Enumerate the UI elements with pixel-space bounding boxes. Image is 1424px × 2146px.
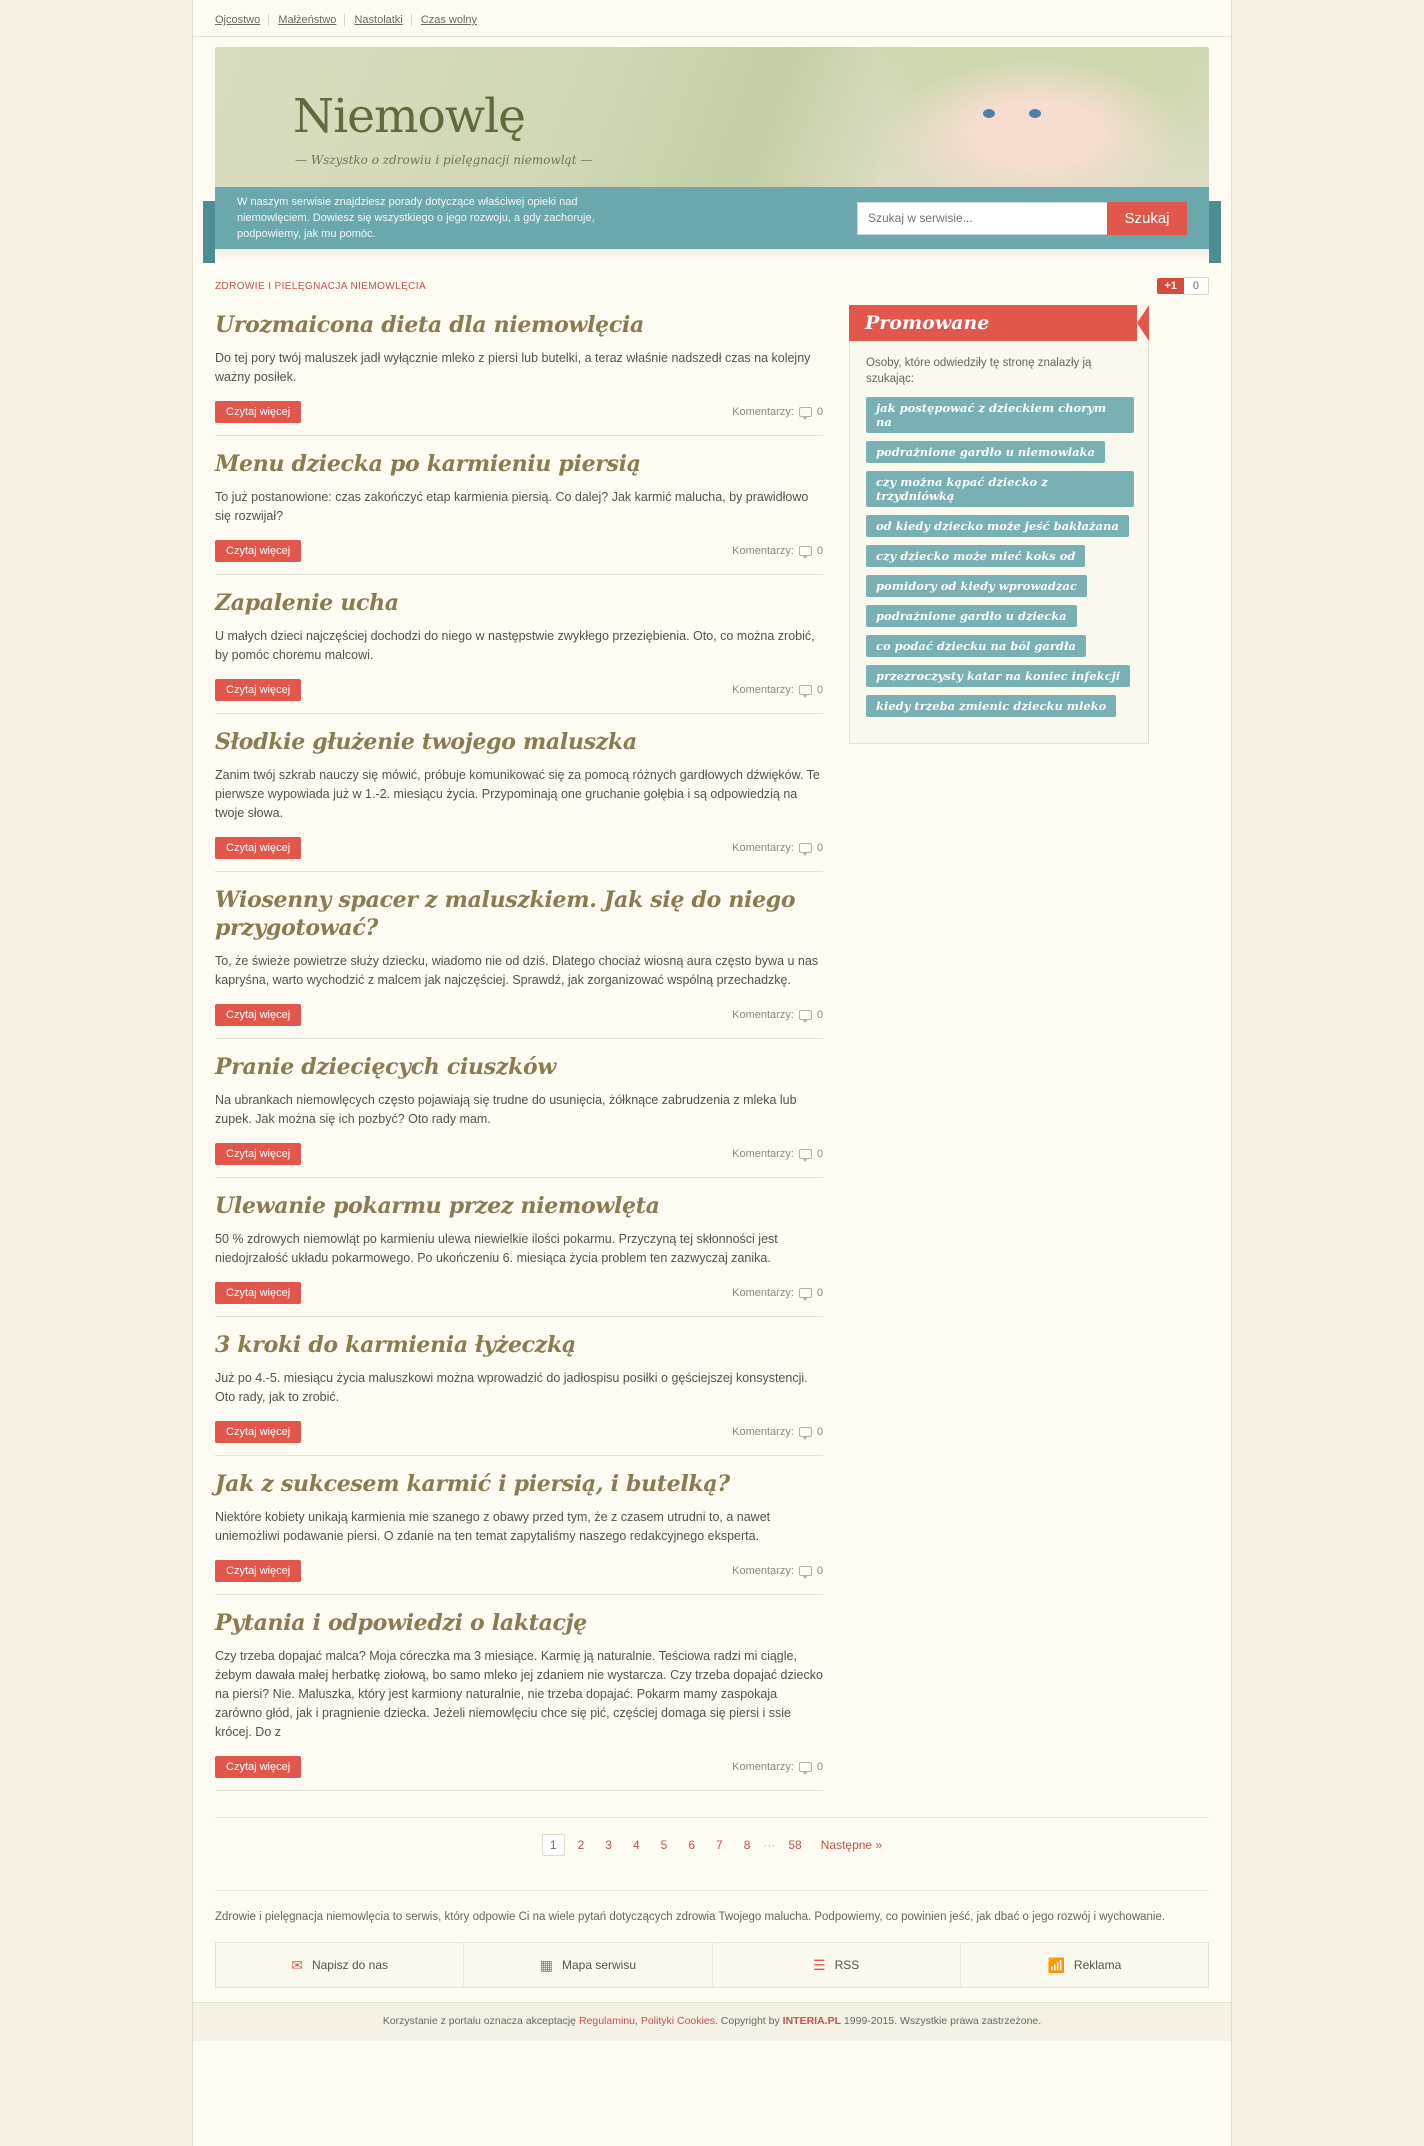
article-item — [215, 575, 823, 714]
promoted-tag[interactable]: od kiedy dziecko może jeść bakłażana — [866, 515, 1129, 537]
comment-bubble-icon — [799, 843, 812, 853]
baby-photo-decor-2 — [1029, 109, 1041, 118]
content-area — [193, 295, 1231, 1791]
comments-label: Komentarzy: — [732, 684, 794, 696]
legal-copy: . Copyright by — [714, 2015, 780, 2027]
comments-meta — [732, 1009, 823, 1021]
article-title[interactable]: Menu dziecka po karmieniu piersią — [215, 451, 641, 477]
breadcrumb-row — [215, 277, 1209, 295]
legal-link-cookies[interactable]: Polityki Cookies — [640, 2015, 715, 2027]
article-excerpt: Już po 4.-5. miesiącu życia maluszkowi można wprowadzić do jadłospisu posiłki o gęściejszej konsystencji. Oto rady, jak to zrobić. — [215, 1371, 808, 1404]
footer-links — [215, 1942, 1209, 1988]
article-title[interactable]: Słodkie głużenie twojego maluszka — [215, 729, 637, 755]
footer-link-label: Mapa serwisu — [561, 1958, 636, 1972]
gplus-button[interactable]: +1 — [1157, 278, 1184, 294]
comments-count: 0 — [816, 684, 823, 696]
legal-sep: , — [634, 2015, 638, 2027]
pagination-ellipsis: ··· — [763, 1838, 776, 1852]
promoted-tag[interactable]: podrażnione gardło u dziecka — [866, 605, 1077, 627]
article-footer — [215, 1282, 823, 1304]
footer-link-ads[interactable] — [961, 1943, 1208, 1987]
article-item — [215, 1178, 823, 1317]
comments-count: 0 — [816, 545, 823, 557]
comments-label: Komentarzy: — [732, 1426, 794, 1438]
page-link-2[interactable]: 2 — [577, 1838, 585, 1852]
promoted-title: Promowane — [865, 312, 990, 334]
search-ribbon-wrap — [203, 187, 1221, 249]
legal-years: 1999-2015. Wszystkie prawa zastrzeżone. — [843, 2015, 1042, 2027]
article-title[interactable]: Pranie dziecięcych ciuszków — [215, 1054, 556, 1080]
search-ribbon — [215, 187, 1209, 249]
article-item — [215, 1317, 823, 1456]
page-container — [192, 0, 1232, 2146]
footer-link-label: Napisz do nas — [311, 1958, 389, 1972]
article-item — [215, 1039, 823, 1178]
read-more-button[interactable]: Czytaj więcej — [215, 1421, 301, 1443]
article-title[interactable]: Ulewanie pokarmu przez niemowlęta — [215, 1193, 660, 1219]
page-link-3[interactable]: 3 — [605, 1838, 612, 1852]
read-more-button[interactable]: Czytaj więcej — [215, 1756, 301, 1778]
article-footer — [215, 837, 823, 859]
comments-label: Komentarzy: — [732, 1009, 794, 1021]
article-footer — [215, 679, 823, 701]
comments-meta — [732, 1287, 823, 1299]
article-item — [215, 436, 823, 575]
footer-description: Zdrowie i pielęgnacja niemowlęcia to serwis, który odpowie Ci na wiele pytań dotyczących zdrowia Twojego malucha. Podpowiemy, co powinien jeść, jak dbać o jego rozwój i wychowanie. — [215, 1890, 1209, 1942]
promoted-tag[interactable]: czy można kąpać dziecko z trzydniówką — [866, 471, 1134, 507]
comments-meta — [732, 406, 823, 418]
legal-brand[interactable]: INTERIA.PL — [782, 2015, 841, 2027]
legal-prefix: Korzystanie z portalu oznacza akceptację — [382, 2015, 577, 2027]
site-subtitle: — Wszystko o zdrowiu i pielęgnacji niemowląt — — [295, 153, 593, 167]
article-footer — [215, 1004, 823, 1026]
ribbon-description: W naszym serwisie znajdziesz porady dotyczące właściwej opieki nad niemowlęciem. Dowiesz się wszystkiego o jego rozwoju, a gdy zachoruje, podpowiemy, jak mu pomóc. — [237, 196, 595, 240]
comments-label: Komentarzy: — [732, 1148, 794, 1160]
comments-label: Komentarzy: — [732, 842, 794, 854]
article-title[interactable]: Zapalenie ucha — [215, 590, 399, 616]
read-more-button[interactable]: Czytaj więcej — [215, 1560, 301, 1582]
article-excerpt: 50 % zdrowych niemowląt po karmieniu ulewa niewielkie ilości pokarmu. Przyczyną tej skłonności jest niedojrzałość układu pokarmowego. Po ukończeniu 6. miesiąca życia problem ten zazwyczaj zanika. — [215, 1232, 778, 1265]
top-navigation — [193, 0, 1231, 37]
read-more-button[interactable]: Czytaj więcej — [215, 1143, 301, 1165]
comments-meta — [732, 1426, 823, 1438]
promoted-tag[interactable]: podrażnione gardło u niemowlaka — [866, 441, 1105, 463]
search-input[interactable] — [857, 202, 1107, 235]
legal-link-terms[interactable]: Regulaminu — [578, 2015, 635, 2027]
article-footer — [215, 1421, 823, 1443]
comment-bubble-icon — [799, 1762, 812, 1772]
comment-bubble-icon — [799, 685, 812, 695]
article-item — [215, 305, 823, 436]
comments-count: 0 — [816, 1761, 823, 1773]
comments-count: 0 — [816, 1287, 823, 1299]
breadcrumb: ZDROWIE I PIELĘGNACJA NIEMOWLĘCIA — [215, 280, 427, 292]
promoted-tag[interactable]: przezroczysty katar na koniec infekcji — [866, 665, 1130, 687]
promoted-tag[interactable]: co podać dziecku na ból gardła — [866, 635, 1086, 657]
search-area — [857, 202, 1187, 235]
topnav-item-3[interactable]: Czas wolny — [420, 14, 478, 26]
topnav-item-1[interactable]: Małżeństwo — [278, 14, 345, 26]
comments-meta — [732, 1148, 823, 1160]
footer-link-contact[interactable] — [216, 1943, 464, 1987]
rss-list-icon: ☰ — [813, 1956, 826, 1973]
comments-count: 0 — [816, 1426, 823, 1438]
promoted-header — [849, 305, 1149, 341]
google-plus-widget[interactable] — [1157, 277, 1209, 295]
read-more-button[interactable]: Czytaj więcej — [215, 401, 301, 423]
read-more-button[interactable]: Czytaj więcej — [215, 1004, 301, 1026]
comment-bubble-icon — [799, 1566, 812, 1576]
search-button[interactable]: Szukaj — [1107, 202, 1187, 235]
article-excerpt: U małych dzieci najczęściej dochodzi do niego w następstwie zwykłego przeziębienia. Oto, co można zrobić, by pomóc choremu malcowi. — [215, 629, 815, 662]
read-more-button[interactable]: Czytaj więcej — [215, 540, 301, 562]
promoted-intro: Osoby, które odwiedziły tę stronę znalazły ją szukając: — [866, 357, 1092, 385]
page-link-8[interactable]: 8 — [743, 1838, 751, 1852]
comments-meta — [732, 1761, 823, 1773]
promoted-tag[interactable]: jak postępować z dzieckiem chorym na — [866, 397, 1134, 433]
footer-link-label: Reklama — [1073, 1958, 1122, 1972]
comments-meta — [732, 684, 823, 696]
pagination-next[interactable]: Następne » — [820, 1838, 883, 1852]
comment-bubble-icon — [799, 546, 812, 556]
page-link-6[interactable]: 6 — [688, 1838, 695, 1852]
rss-icon: 📶 — [1047, 1956, 1065, 1973]
promoted-tag[interactable]: kiedy trzeba zmienic dziecku mleko — [866, 695, 1116, 717]
article-excerpt: Do tej pory twój maluszek jadł wyłącznie mleko z piersi lub butelki, a teraz właśnie nadszedł czas na kolejny ważny posiłek. — [215, 351, 811, 384]
topnav-item-2[interactable]: Nastolatki — [354, 14, 411, 26]
comments-count: 0 — [816, 842, 823, 854]
article-footer — [215, 1143, 823, 1165]
promoted-box — [849, 305, 1149, 744]
article-item — [215, 714, 823, 872]
site-title: Niemowlę — [293, 89, 525, 144]
comments-count: 0 — [816, 1009, 823, 1021]
comments-label: Komentarzy: — [732, 1761, 794, 1773]
comments-label: Komentarzy: — [732, 1287, 794, 1299]
page-link-4[interactable]: 4 — [632, 1838, 640, 1852]
page-link-5[interactable]: 5 — [660, 1838, 668, 1852]
page-link-last[interactable]: 58 — [788, 1838, 802, 1852]
comments-meta — [732, 545, 823, 557]
article-title[interactable]: 3 kroki do karmienia łyżeczką — [215, 1332, 576, 1358]
footer-link-label: RSS — [834, 1958, 860, 1972]
footer-link-rss[interactable] — [713, 1943, 961, 1987]
article-title[interactable]: Wiosenny spacer z maluszkiem. Jak się do niego przygotować? — [215, 887, 796, 941]
comments-count: 0 — [816, 1148, 823, 1160]
comments-label: Komentarzy: — [732, 545, 794, 557]
comments-label: Komentarzy: — [732, 406, 794, 418]
comment-bubble-icon — [799, 1149, 812, 1159]
comment-bubble-icon — [799, 1010, 812, 1020]
envelope-icon: ✉ — [291, 1956, 303, 1973]
article-excerpt: Na ubrankach niemowlęcych często pojawiają się trudne do usunięcia, żółknące zabrudzenia z mleka lub zupek. Jak można się ich pozbyć? Oto rady mam. — [215, 1093, 797, 1126]
promoted-tag[interactable]: czy dziecko może mieć koks od — [866, 545, 1085, 567]
read-more-button[interactable]: Czytaj więcej — [215, 1282, 301, 1304]
comments-label: Komentarzy: — [732, 1565, 794, 1577]
article-footer — [215, 540, 823, 562]
page-link-1[interactable]: 1 — [542, 1834, 565, 1856]
footer-link-sitemap[interactable] — [464, 1943, 712, 1987]
comments-count: 0 — [816, 1565, 823, 1577]
promoted-tag[interactable]: pomidory od kiedy wprowadzac — [866, 575, 1087, 597]
article-excerpt: Niektóre kobiety unikają karmienia mie szanego z obawy przed tym, że z czasem utrudni to, a nawet uniemożliwi podawanie piersi. O zdanie na ten temat zapytaliśmy naszego redakcyjnego eksperta. — [215, 1510, 771, 1543]
article-title[interactable]: Jak z sukcesem karmić i piersią, i butelką? — [215, 1471, 730, 1497]
comment-bubble-icon — [799, 407, 812, 417]
article-item — [215, 1595, 823, 1791]
comments-count: 0 — [816, 406, 823, 418]
article-item — [215, 1456, 823, 1595]
gplus-count: 0 — [1184, 277, 1209, 295]
article-excerpt: To już postanowione: czas zakończyć etap karmienia piersią. Co dalej? Jak karmić malucha, by prawidłowo się rozwijał? — [215, 490, 809, 523]
read-more-button[interactable]: Czytaj więcej — [215, 837, 301, 859]
article-item — [215, 872, 823, 1039]
topnav-item-0[interactable]: Ojcostwo — [215, 14, 269, 26]
article-footer — [215, 401, 823, 423]
baby-photo-decor — [983, 109, 995, 118]
pagination — [215, 1817, 1209, 1874]
article-footer — [215, 1756, 823, 1778]
comment-bubble-icon — [799, 1288, 812, 1298]
sitemap-icon: ▦ — [539, 1956, 553, 1973]
site-banner — [215, 47, 1209, 187]
page-link-7[interactable]: 7 — [716, 1838, 723, 1852]
sidebar — [849, 305, 1149, 1791]
ribbon-shadow — [215, 249, 1209, 259]
article-list — [215, 305, 823, 1791]
read-more-button[interactable]: Czytaj więcej — [215, 679, 301, 701]
comments-meta — [732, 1565, 823, 1577]
article-title[interactable]: Urozmaicona dieta dla niemowlęcia — [215, 312, 644, 338]
footer-legal — [193, 2002, 1231, 2041]
comment-bubble-icon — [799, 1427, 812, 1437]
article-excerpt: To, że świeże powietrze służy dziecku, wiadomo nie od dziś. Dlatego chociaż wiosną aura często bywa u nas kapryśna, warto wychodzić z malcem jak najczęściej. Sprawdź, jak zorganizować wspólną przechadzkę. — [215, 954, 819, 987]
comments-meta — [732, 842, 823, 854]
article-footer — [215, 1560, 823, 1582]
article-excerpt: Zanim twój szkrab nauczy się mówić, próbuje komunikować się za pomocą różnych gardłowych dźwięków. Te pierwsze wypowiada już w 1.-2. miesiącu życia. Przypominają one gruchanie gołębia i są odpowiedzią na twoje słowa. — [215, 768, 820, 820]
article-title[interactable]: Pytania i odpowiedzi o laktację — [215, 1610, 587, 1636]
article-excerpt: Czy trzeba dopajać malca? Moja córeczka ma 3 miesiące. Karmię ją naturalnie. Teściowa radzi mi ciągle, żebym dawała małej herbatkę ziołową, bo samo mleko jej zdaniem nie wystarcza. Czy trzeba dopajać dziecko na piersi? Nie. Maluszka, który jest karmiony naturalnie, nie trzeba dopajać. Pokarm mamy zaspokaja zarówno głód, jak i pragnienie dziecka. Jeżeli niemowlęciu chce się pić, częściej domaga się piersi i ssie krócej. Do z — [215, 1649, 823, 1739]
